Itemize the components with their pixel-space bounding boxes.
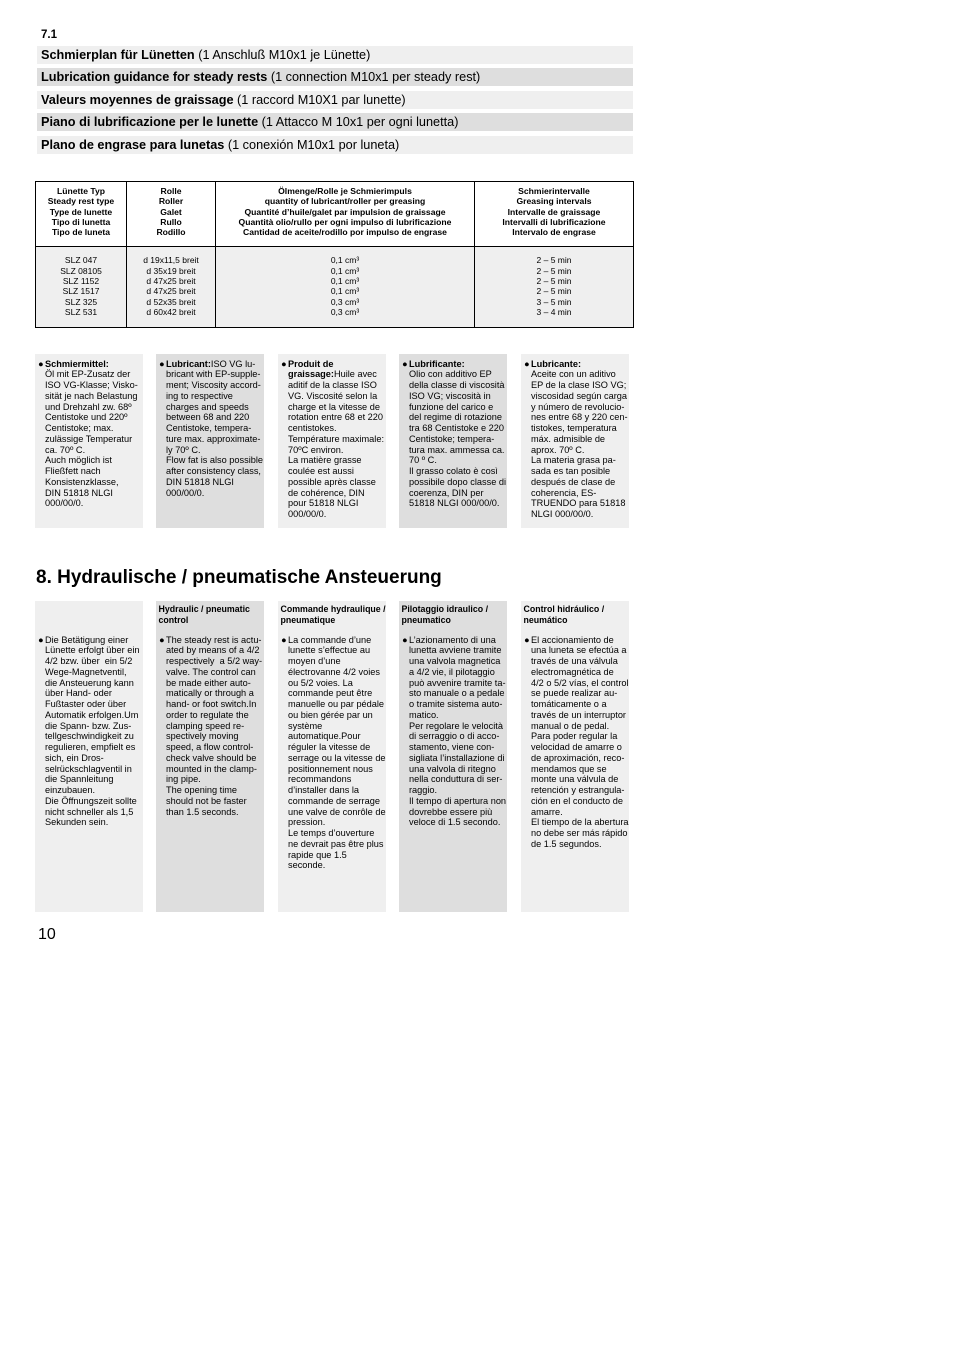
cell-oil: 0,1 cm³ [216, 247, 475, 266]
cell-oil: 0,1 cm³ [216, 266, 475, 276]
title-bold: Schmierplan für Lünetten [41, 48, 195, 62]
control-description: La commande d’une lunette s’effectue au moyen d’une électrovanne 4/2 voies ou 5/2 voies. La commande peut être manuelle ou par pédale ou bien gérée par un système automatique.Pour réguler la vitesse de serrage ou la vitesse de positionnement nous recommandons d’installer dans la commande de serrage une valve de conrôle de pression. Le temps d’ouverture ne devrait pas être plus rapide que 1.5 seconde. [288, 634, 386, 871]
lubricant-note-es [521, 354, 629, 528]
lubricant-text [38, 359, 143, 510]
title-detail: (1 conexión M10x1 por luneta) [224, 138, 400, 152]
lubricant-label: Lubricante: [531, 358, 582, 369]
bullet-icon: ● [402, 634, 408, 645]
bullet-icon: ● [38, 358, 44, 369]
lubricant-description: Olio con additivo EP della classe di viscosità ISO VG; viscosità in funzione del carico e del regime di rotazione tra 68 Centistoke e 220 Centistoke; tempera- tura max. ammessa ca. 70 º C. Il grasso colato è così possibile dopo classe di coerenza, DIN per 51818 NLGI 000/00/0. [409, 369, 507, 509]
control-note-title: Commande hydraulique / pneumatique [280, 603, 386, 625]
section-heading: 8. Hydraulische / pneumatische Ansteuerung [36, 567, 442, 588]
bullet-icon: ● [402, 358, 408, 369]
control-description: Die Betätigung einer Lünette erfolgt über ein 4/2 bzw. über ein 5/2 Wege-Magnetventil, die Ansteuerung kann über Hand- oder Fußtaster oder über Automatik erfolgen.Um die Spann- bzw. Zus- tellgeschwindigkeit zu regulieren, empfielt es sich, ein Dros- selrückschlagventil in die Spannleitung einzubauen. Die Öffnungszeit sollte nicht schneller als 1,5 Sekunden sein. [45, 634, 140, 828]
section-number: 7.1 [41, 29, 57, 41]
cell-type: SLZ 1152 [36, 276, 127, 286]
table-header-row [36, 182, 634, 247]
page-number: 10 [38, 926, 56, 943]
cell-roller: d 52x35 breit [127, 297, 216, 307]
header-oil-quantity: Ölmenge/Rolle je Schmierimpuls quantity of lubricant/roller per greasing Quantité d’huile/galet par impulsion de graissage Quantità olio/rullo per ogni impulso di lubrificazione Cantidad de aceite/rodillo por impulso de engrase [216, 182, 475, 247]
cell-type: SLZ 047 [36, 247, 127, 266]
lubricant-note-en [156, 354, 264, 528]
bullet-icon: ● [159, 634, 165, 645]
cell-interval: 2 – 5 min [475, 286, 634, 296]
lubricant-description: Öl mit EP-Zusatz der ISO VG-Klasse; Visko- sität je nach Belastung und Drehzahl zw. 68º Centistoke und 220º Centistoke; max. zulässige Temperatur ca. 70º C. Auch möglich ist Fließfett nach Konsistenzklasse, DIN 51818 NLGI 000/00/0. [45, 369, 138, 509]
control-note-fr [278, 601, 386, 912]
cell-interval: 3 – 4 min [475, 307, 634, 328]
control-text [402, 635, 506, 829]
lubricant-text [524, 359, 629, 520]
lubricant-note-de [35, 354, 143, 528]
title-detail: (1 Anschluß M10x1 je Lünette) [194, 48, 371, 62]
table-row [36, 286, 634, 296]
cell-type: SLZ 531 [36, 307, 127, 328]
control-text [281, 635, 386, 872]
title-detail: (1 Attacco M 10x1 per ogni lunetta) [258, 115, 459, 129]
cell-roller: d 19x11,5 breit [127, 247, 216, 266]
lubricant-label: Lubrificante: [409, 358, 465, 369]
table-row [36, 307, 634, 328]
bullet-icon: ● [524, 634, 530, 645]
title-bar-fr [37, 91, 633, 109]
control-text [524, 635, 629, 850]
title-bold: Valeurs moyennes de graissage [41, 93, 234, 107]
control-note-es [521, 601, 629, 912]
bullet-icon: ● [281, 634, 287, 645]
lubricant-text [281, 359, 386, 520]
header-steady-rest-type: Lünette Typ Steady rest type Type de lunette Tipo di lunetta Tipo de luneta [36, 182, 127, 247]
title-detail: (1 connection M10x1 per steady rest) [267, 70, 481, 84]
lubricant-text [402, 359, 507, 510]
lubrication-table [35, 181, 634, 328]
cell-type: SLZ 08105 [36, 266, 127, 276]
cell-oil: 0,3 cm³ [216, 307, 475, 328]
title-bar-en [37, 68, 633, 86]
title-bold: Lubrication guidance for steady rests [41, 70, 268, 84]
cell-interval: 2 – 5 min [475, 247, 634, 266]
lubricant-label: Lubricant: [166, 358, 211, 369]
lubricant-description: Aceite con un aditivo EP de la clase ISO VG; viscosidad según carga y número de revolucio- nes entre 68 y 220 cen- tistokes, temperatura máx. admisible de aprox. 70º C. La materia grasa pa- sada es tan posible después de clase de coherencia, ES- TRUENDO para 51818 NLGI 000/00/0. [531, 369, 628, 519]
control-note-title: Pilotaggio idraulico / pneumatico [401, 603, 489, 625]
control-description: L’azionamento di una lunetta avviene tramite una valvola magnetica a 4/2 vie, il pilotaggio può avvenire tramite ta- sto manuale o a pedale o tramite sistema auto- matico. Per regolare le velocità di serraggio o di acco- stamento, viene con- sigliata l’installazione di una valvola di ritegno nella conduttura di ser- raggio. Il tempo di apertura non dovrebbe essere più veloce di 1.5 secondo. [409, 634, 507, 828]
control-note-title: Control hidráulico / neumático [523, 603, 605, 625]
cell-roller: d 60x42 breit [127, 307, 216, 328]
header-greasing-interval: Schmierintervalle Greasing intervals Intervalle de graissage Intervalli di lubrificazione Intervalo de engrase [475, 182, 634, 247]
cell-interval: 2 – 5 min [475, 276, 634, 286]
cell-roller: d 47x25 breit [127, 286, 216, 296]
cell-roller: d 47x25 breit [127, 276, 216, 286]
title-bar-it [37, 113, 633, 131]
title-bold: Piano di lubrificazione per le lunette [41, 115, 259, 129]
control-text [38, 635, 140, 829]
cell-oil: 0,1 cm³ [216, 276, 475, 286]
bullet-icon: ● [281, 358, 287, 369]
lubricant-description: ISO VG lu- bricant with EP-supple- ment; Viscosity accord- ing to respective charges and speeds between 68 and 220 Centistoke, tempera- ture max. approximate- ly 70º C. Flow fat is also possible after consistency class, DIN 51818 NLGI 000/00/0. [166, 358, 264, 498]
lubricant-description: Huile avec aditif de la classe ISO VG. Viscosité selon la charge et la vitesse de rotation entre 68 et 220 centistokes. Température maximale: 70ºC environ. La matière grasse coulée est aussi possible après classe de cohérence, DIN pour 51818 NLGI 000/00/0. [288, 369, 384, 519]
lubricant-note-it [399, 354, 507, 528]
cell-oil: 0,1 cm³ [216, 286, 475, 296]
lubricant-text [159, 359, 264, 499]
title-bold: Plano de engrase para lunetas [41, 138, 225, 152]
bullet-icon: ● [524, 358, 530, 369]
control-note-title: Hydraulic / pneumatic control [158, 603, 250, 625]
control-description: The steady rest is actu- ated by means of a 4/2 respectively a 5/2 way- valve. The control can be made either auto- matically or through a hand- or foot switch.In order to regulate the clamping speed re- spectively moving speed, a flow control- check valve should be mounted in the clamp- ing pipe. The opening time should not be faster than 1.5 seconds. [166, 634, 262, 817]
control-note-de [35, 601, 143, 912]
control-note-en [156, 601, 264, 912]
cell-type: SLZ 325 [36, 297, 127, 307]
cell-type: SLZ 1517 [36, 286, 127, 296]
bullet-icon: ● [38, 634, 44, 645]
lubricant-label: Schmiermittel: [45, 358, 109, 369]
table-row [36, 247, 634, 266]
title-detail: (1 raccord M10X1 par lunette) [233, 93, 406, 107]
title-bar-es [37, 136, 633, 154]
header-roller: Rolle Roller Galet Rullo Rodillo [127, 182, 216, 247]
title-bar-de [37, 46, 633, 64]
control-text [159, 635, 262, 818]
lubricant-note-fr [278, 354, 386, 528]
lubricant-label: Produit de graissage: [288, 358, 334, 380]
control-note-it [399, 601, 507, 912]
control-description: El accionamiento de una luneta se efectúa a través de una válvula electromagnética de 4/2 o 5/2 vías, el control se puede realizar au- tomáticamente o a través de un interruptor manual o de pedal. Para poder regular la velocidad de amarre o de aproximación, reco- mendamos que se monte una válvula de retención y estrangula- ción en el conducto de amarre. El tiempo de la abertura no debe ser más rápido de 1.5 segundos. [531, 634, 629, 849]
cell-interval: 3 – 5 min [475, 297, 634, 307]
bullet-icon: ● [159, 358, 165, 369]
cell-roller: d 35x19 breit [127, 266, 216, 276]
cell-oil: 0,3 cm³ [216, 297, 475, 307]
table-row [36, 266, 634, 276]
table-row [36, 276, 634, 286]
table-row [36, 297, 634, 307]
cell-interval: 2 – 5 min [475, 266, 634, 276]
